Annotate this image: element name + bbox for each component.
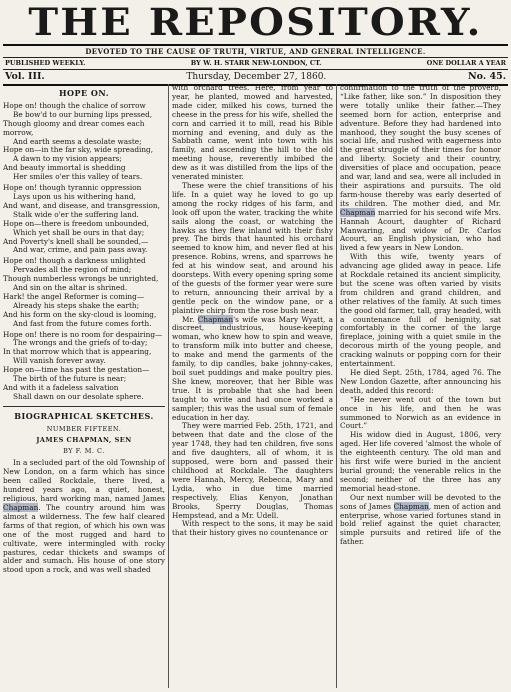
poem-line: And fast from the future comes forth. xyxy=(13,318,152,328)
poem-line: Hope on! though a darkness unlighted xyxy=(3,256,146,266)
poem-line: Hark! the angel Reformer is coming— xyxy=(3,291,145,301)
masthead-title: THE REPOSITORY. xyxy=(28,0,483,44)
section-divider xyxy=(3,406,165,407)
publisher: BY W. H. STARR NEW-LONDON, CT. xyxy=(190,59,322,67)
poem-line: Hope on—there is freedom unbounded, xyxy=(3,218,149,228)
poem-line: And earth seems a desolate waste; xyxy=(13,136,142,146)
poem-line: Which yet shall be ours in that day; xyxy=(13,227,145,237)
poem-body xyxy=(3,102,165,402)
poem-line: Pervades all the region of mind; xyxy=(13,265,132,275)
article-paragraph: with orchard trees. Here, from year to year, he planted, mowed and harvested, made cider, milked his cows, turned the cheese in the press for his wife, shelled the corn and carried it to mill, read his Bible morning and evening, and duly as the Sabbath came, went into town with his family, and ascending the hill to the old meeting house, reverently imbibed the dew as it was distilled from the lips of the venerated minister. xyxy=(172,84,333,182)
poem-line: And his form on the sky-cloud is looming, xyxy=(3,309,157,319)
masthead-subtitle: DEVOTED TO THE CAUSE OF TRUTH, VIRTUE, AND GENERAL INTELLIGENCE. xyxy=(85,47,426,56)
poem-line: Though gloomy and drear comes each morrow, xyxy=(3,118,145,137)
search-highlight: Chapman xyxy=(340,207,376,217)
date-row xyxy=(3,70,508,84)
poem-title: HOPE ON. xyxy=(59,88,109,98)
search-highlight: Chapman xyxy=(3,502,39,512)
article-paragraph: In a secluded part of the old Township of New London, on a farm which has since been called Rockdale, there lived, a hundred years ago, a quiet, honest, religious, hard working man, named James Chapman. The country around him was almost a wilderness. The few half cleared farms of that region, of which his own was one of the most rugged and hard to cultivate, were intermingled with rocky pastures, cedar thickets and swamps of alder and sumach. His house of one story stood upon a rock, and was well shaded xyxy=(3,458,165,575)
publication-row xyxy=(3,58,508,69)
poem-line: The wrongs and the griefs of to-day; xyxy=(13,338,148,348)
article-paragraph: Mr. Chapman's wife was Mary Wyatt, a discreet, industrious, house-keeping woman, who knew how to spin and weave, to transform milk into butter and cheese, to make and mend the garments of the family, to dip candles, bake johnny-cakes, boil suet puddings and make poultry pies. She knew, moreover, that her Bible was true. It is probable that she had been taught to write and had once worked a sampler; this was the usual sum of female education in her day. xyxy=(172,314,333,422)
poem-line: And sin on the altar is shrined. xyxy=(13,283,128,293)
article-paragraph: They were married Feb. 25th, 1721, and between that date and the close of the year 1748, they had ten children, five sons and five daughters, all of whom, it is supposed, were born and passed their childhood at Rockdale. The daughters were Hannah, Mercy, Rebecca, Mary and Lydia, who in due time married respectively, Elias Kenyon, Jonathan Brooks, Sperry Douglas, Thomas Hempstead, and a Mr. Udell. xyxy=(172,421,333,520)
masthead-rule xyxy=(3,44,508,46)
search-highlight: Chapman xyxy=(393,501,429,511)
poem-line: Will vanish forever away. xyxy=(13,356,106,366)
article-paragraph: His widow died in August, 1806, very aged. Her life covered 'almost the whole of the eighteenth century. The old man and his first wife were buried in the ancient burial ground; the venerable relics in the second; neither of the three has any memorial head-stone. xyxy=(340,430,501,493)
poem-line: Hope on—time has past the gestation— xyxy=(3,365,150,375)
sketch-heading: BIOGRAPHICAL SKETCHES. xyxy=(14,410,154,421)
poem-line: And Poverty's knell shall be sounded,— xyxy=(3,236,149,246)
poem-line: And war, crime, and pain pass away. xyxy=(13,245,148,255)
sketch-number: NUMBER FIFTEEN. xyxy=(46,424,122,433)
article-paragraph: With this wife, twenty years of advancing age glided away in peace. Life at Rockdale retained its ancient simplicity, but the scene was often varied by visits from children and grand children, and other relatives of the family. At such times the good old farmer, tall, gray headed, with a countenance full of benignity, sat comfortably in the corner of the large fireplace, joining with a quiet smile in the decorous mirth of the young people, and cracking walnuts or popping corn for their entertainment. xyxy=(340,252,501,369)
poem-line: Stalk wide o'er the suffering land. xyxy=(13,209,139,219)
sketch-byline: BY F. M. C. xyxy=(63,446,105,455)
sketch-subject: JAMES CHAPMAN, SEN xyxy=(36,435,132,444)
poem-line: Her smiles o'er this valley of tears. xyxy=(13,172,143,182)
poem-line: A dawn to my vision appears; xyxy=(13,154,122,164)
poem-line: Hope on! though tyrannic oppression xyxy=(3,183,142,193)
article-paragraph: He died Sept. 25th, 1784, aged 76. The New London Gazette, after announcing his death, added this record: xyxy=(340,368,501,395)
poem-line: Lays upon us his withering hand, xyxy=(13,191,136,201)
price: ONE DOLLAR A YEAR xyxy=(426,59,506,67)
poem-line: And want, and disease, and transgression, xyxy=(3,200,160,210)
poem-line: Hope on—in the far sky, wide spreading, xyxy=(3,145,154,155)
article-paragraph: Our next number will be devoted to the sons of James Chapman, men of action and enterprise, whose varied fortunes stand in bold relief against the quiet character, simple pursuits and retired life of the father. xyxy=(340,492,501,547)
column-1 xyxy=(0,84,168,688)
published-weekly: PUBLISHED WEEKLY. xyxy=(5,59,86,67)
poem-line: Hope on! though the chalice of sorrow xyxy=(3,100,146,110)
poem-line: The birth of the future is near; xyxy=(13,374,127,384)
article-paragraph: “He never went out of the town but once in his life, and then he was summoned to Norwich as an evidence in Court.” xyxy=(340,394,501,431)
poem-line: And beauty immortal is shedding xyxy=(3,163,126,173)
poem-line: Be bow'd to our burning lips pressed, xyxy=(13,109,153,119)
poem-line: And with it a fadeless salvation xyxy=(3,383,119,392)
search-highlight: Chapman xyxy=(197,314,234,324)
poem-line: Shall dawn on our desolate sphere. xyxy=(13,391,144,401)
issue-number: No. 45. xyxy=(468,71,506,82)
poem-line: Already his steps shake the earth; xyxy=(13,300,140,310)
issue-date: Thursday, December 27, 1860. xyxy=(186,72,327,82)
article-paragraph: confirmation to the truth of the proverb, “Like father, like son.” In disposition they were totally unlike their father.—They seemed born for action, enterprise and adventure. Before they had hardened into manhood, they sought the busy scenes of social life, and rushed with eagerness into the great struggle of their times for honor and liberty. Society and their country, diversities of place and occupation, peace and war, land and sea, were all included in their aspirations and pursuits. The old farm-house thereby was early deserted of its children. The mother died, and Mr. Chapman married for his second wife Mrs. Hannah Acourt, daughter of Richard Manwaring, and widow of Dr. Carlos Acourt, an English physician, who had lived a few years in New London. xyxy=(340,84,501,253)
column-3 xyxy=(336,84,504,688)
poem-line: Though numberless wrongs be unrighted, xyxy=(3,274,159,284)
article-paragraph: With respect to the sons, it may be said that their history gives no countenance or xyxy=(172,519,333,538)
article-columns xyxy=(0,84,505,688)
article-paragraph: These were the chief transitions of his life. In a quiet way he loved to go up among the rocky ridges of his farm, and look off upon the water, tracking the white sails along the coast, or watching the hawks as they flew inland with their fishy prey. The birds that haunted his orchard seemed to know him, and never fled at his presence. Robins, wrens, and sparrows he fed at his window seat, and around his doorsteps. With every opening spring some of the guests of the former year were sure to return, announcing their arrival by a gentle peck on the window pane, or a plaintive chirp from the rose bush near. xyxy=(172,180,333,315)
poem-line: In that morrow which that is appearing, xyxy=(3,347,152,357)
volume-label: Vol. III. xyxy=(5,71,45,82)
column-2 xyxy=(168,84,336,688)
poem-line: Hope on! there is no room for despairing— xyxy=(3,329,163,339)
